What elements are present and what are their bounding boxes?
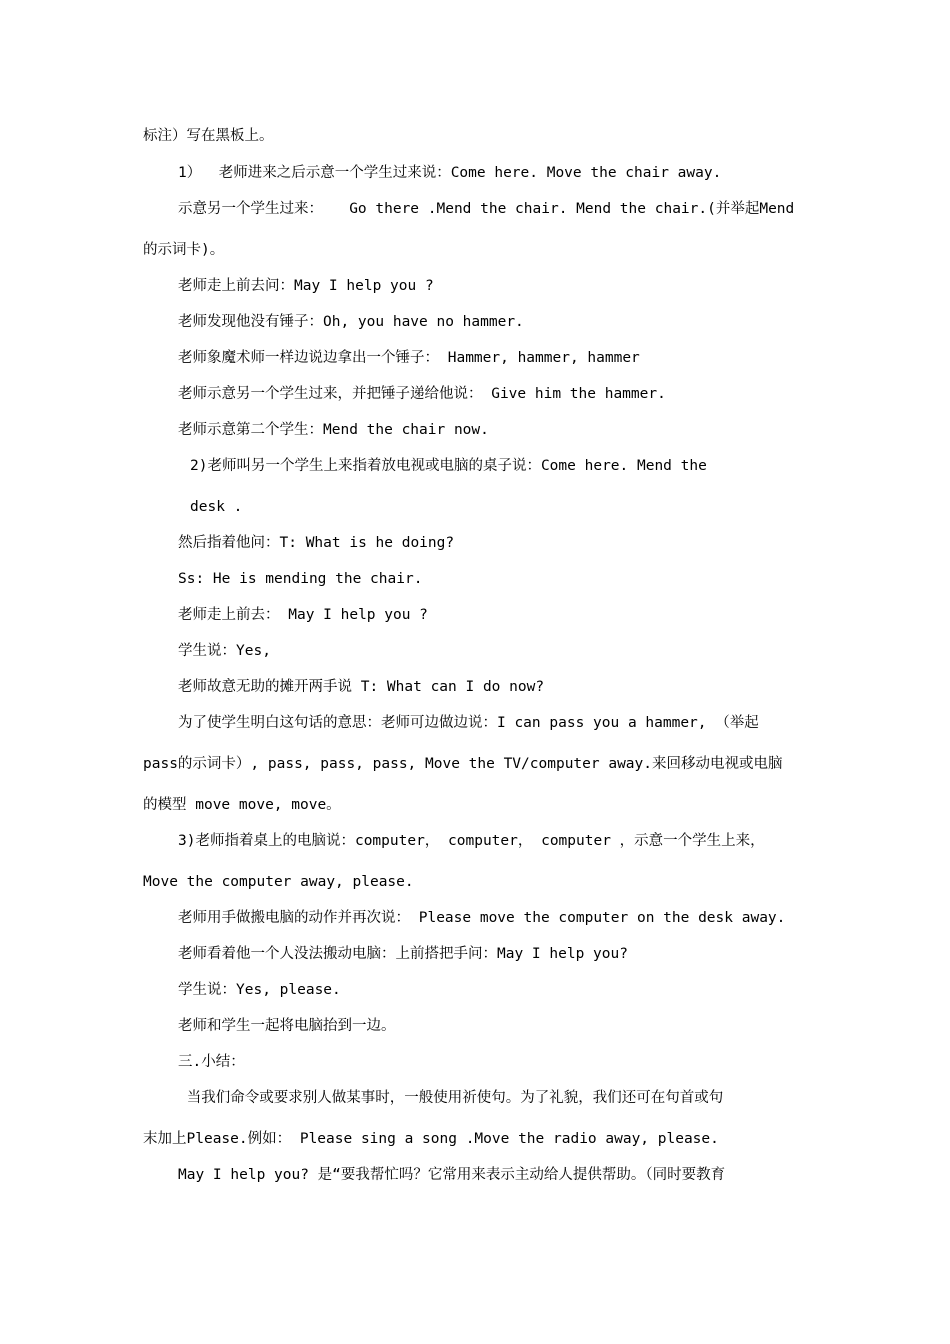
text-line: 3)老师指着桌上的电脑说：computer， computer， computer ，示意一个学生上来， <box>178 833 765 849</box>
text-line: 的模型 move move, move。 <box>143 797 341 813</box>
text-line: 学生说：Yes, please. <box>178 982 341 998</box>
text-line: May I help you? 是“要我帮忙吗？它常用来表示主动给人提供帮助。（同时要教育 <box>178 1167 726 1183</box>
text-line: 标注）写在黑板上。 <box>143 128 274 144</box>
text-line: 1） 老师进来之后示意一个学生过来说：Come here. Move the chair away. <box>178 165 722 181</box>
text-line: 2)老师叫另一个学生上来指着放电视或电脑的桌子说：Come here. Mend the <box>190 458 707 474</box>
text-line: 然后指着他问：T: What is he doing? <box>178 535 455 551</box>
text-line: 老师发现他没有锤子：Oh, you have no hammer. <box>178 314 524 330</box>
text-line: 老师看着他一个人没法搬动电脑：上前搭把手问：May I help you? <box>178 946 628 962</box>
text-line: pass的示词卡）, pass, pass, pass, Move the TV/computer away.来回移动电视或电脑 <box>143 756 783 772</box>
text-line: 老师象魔术师一样边说边拿出一个锤子： Hammer, hammer, hammer <box>178 350 640 366</box>
text-line: 老师和学生一起将电脑抬到一边。 <box>178 1018 396 1034</box>
text-line: desk . <box>190 499 243 515</box>
text-line: 为了使学生明白这句话的意思：老师可边做边说：I can pass you a hammer, （举起 <box>178 715 759 731</box>
text-line: 老师走上前去问：May I help you ? <box>178 278 434 294</box>
section-heading: 三.小结： <box>178 1054 245 1070</box>
text-line: Move the computer away, please. <box>143 874 414 890</box>
text-line: 老师示意另一个学生过来，并把锤子递给他说： Give him the hammer. <box>178 386 666 402</box>
text-line: 老师示意第二个学生：Mend the chair now. <box>178 422 489 438</box>
text-line: 老师故意无助的摊开两手说 T: What can I do now? <box>178 679 545 695</box>
text-line: 当我们命令或要求别人做某事时，一般使用祈使句。为了礼貌，我们还可在句首或句 <box>178 1090 724 1106</box>
text-line: 老师走上前去： May I help you ? <box>178 607 428 623</box>
text-line: Ss: He is mending the chair. <box>178 571 423 587</box>
text-line: 末加上Please.例如： Please sing a song .Move the radio away, please. <box>143 1131 719 1147</box>
text-line: 示意另一个学生过来： Go there .Mend the chair. Mend the chair.(并举起Mend <box>178 201 795 217</box>
text-line: 学生说：Yes, <box>178 643 271 659</box>
text-line: 老师用手做搬电脑的动作并再次说： Please move the computer on the desk away. <box>178 910 786 926</box>
text-line: 的示词卡)。 <box>143 242 225 258</box>
